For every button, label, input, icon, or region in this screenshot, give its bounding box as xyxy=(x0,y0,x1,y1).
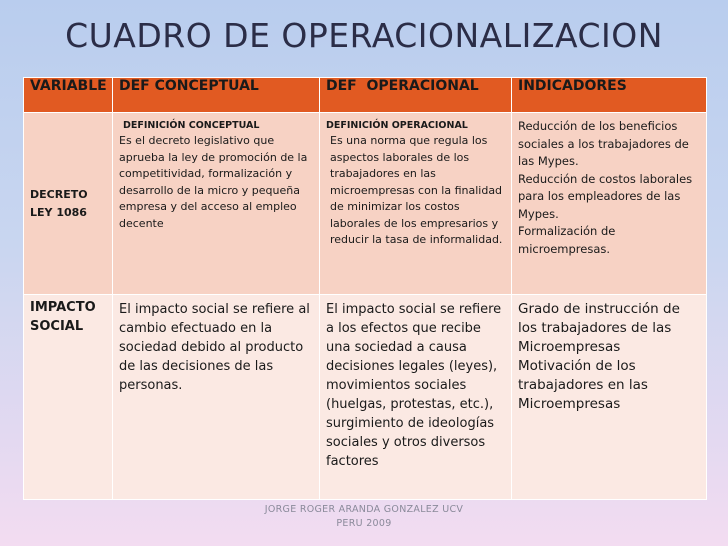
header-def-conceptual: DEF CONCEPTUAL xyxy=(113,78,320,113)
row-indicadores: Grado de instrucción de los trabajadores de las Microempresas Motivación de los trabajadores en las Microempresas xyxy=(512,295,707,500)
row-indicadores: Reducción de los beneficios sociales a los trabajadores de las Mypes. Reducción de costos laborales para los empleadores de las Mypes. Formalización de microempresas. xyxy=(512,113,707,295)
row-variable: IMPACTO SOCIAL xyxy=(24,295,113,500)
row-def-operacional xyxy=(320,113,512,295)
footer-place-year: PERU 2009 xyxy=(336,518,392,529)
operationalization-table xyxy=(23,77,707,500)
table-header-row xyxy=(24,78,707,113)
footer-credit xyxy=(0,503,728,531)
row-def-conceptual: El impacto social se refiere al cambio efectuado en la sociedad debido al producto de las decisiones de las personas. xyxy=(113,295,320,500)
footer-author: JORGE ROGER ARANDA GONZALEZ UCV xyxy=(264,504,464,515)
header-indicadores: INDICADORES xyxy=(512,78,707,113)
cell-text: Es el decreto legislativo que aprueba la ley de promoción de la competitividad, formalización y desarrollo de la micro y pequeña empresa y del acceso al empleo decente xyxy=(119,134,308,230)
table-row xyxy=(24,295,707,500)
header-variable: VARIABLE xyxy=(24,78,113,113)
header-def-operacional: DEF OPERACIONAL xyxy=(320,78,512,113)
cell-text: Es una norma que regula los aspectos laborales de los trabajadores en las microempresas con la finalidad de minimizar los costos laborales de los empresarios y reducir la tasa de informalidad. xyxy=(330,134,503,246)
row-def-operacional: El impacto social se refiere a los efectos que recibe una sociedad a causa decisiones legales (leyes), movimientos sociales (huelgas, protestas, etc.), surgimiento de ideologías sociales y otros diversos factores xyxy=(320,295,512,500)
row-variable: DECRETO LEY 1086 xyxy=(24,113,113,295)
page-title: CUADRO DE OPERACIONALIZACION xyxy=(65,16,663,55)
table-row xyxy=(24,113,707,295)
cell-subtitle: DEFINICIÓN OPERACIONAL xyxy=(326,120,468,131)
cell-subtitle: DEFINICIÓN CONCEPTUAL xyxy=(123,120,260,131)
row-def-conceptual xyxy=(113,113,320,295)
